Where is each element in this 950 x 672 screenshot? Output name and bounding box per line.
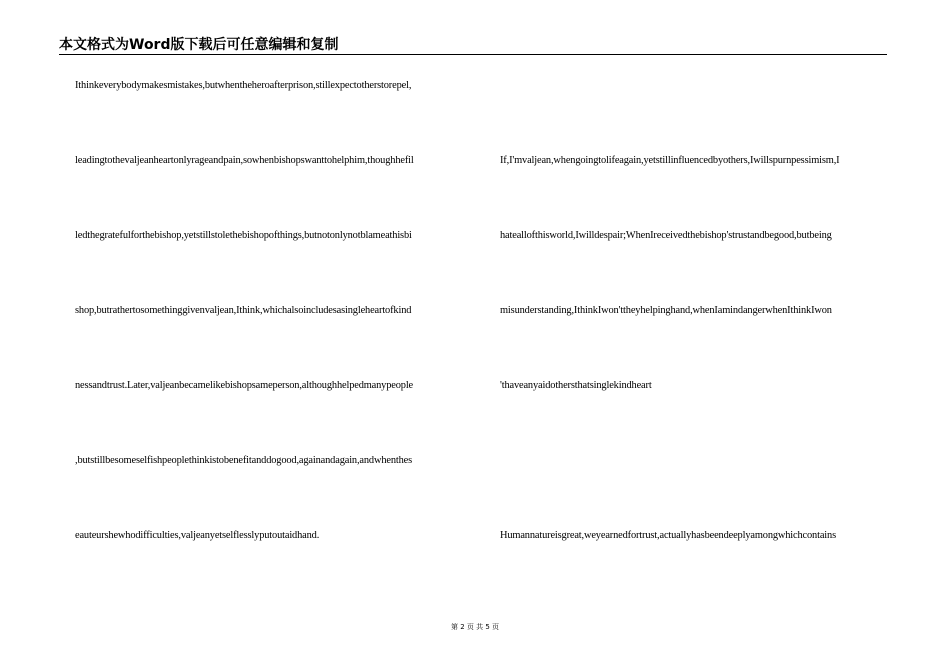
left-paragraph-line: leadingtothevaljeanheartonlyrageandpain,sowhenbishopswanttohelphim,thoughhefil: [75, 155, 414, 166]
left-paragraph-line: ,butstillbesomeselfishpeoplethinkistobenefitanddogood,againandagain,andwhenthes: [75, 455, 413, 466]
left-paragraph-line: shop,butrathertosomethinggivenvaljean,Ithink,whichalsoincludesasingleheartofkind: [75, 305, 412, 316]
right-paragraph-line: hateallofthisworld,Iwilldespair;WhenIreceivedthebishop'strustandbegood,butbeing: [500, 230, 832, 241]
left-paragraph-line: Ithinkeverybodymakesmistakes,butwhentheheroafterprison,stillexpectotherstorepel,: [75, 80, 412, 91]
header-divider: [59, 54, 887, 55]
left-paragraph-line: ledthegratefulforthebishop,yetstillstolethebishopofthings,butnotonlynotblameathisbi: [75, 230, 412, 241]
right-paragraph-line: misunderstanding,IthinkIwon'ttheyhelpinghand,whenIamindangerwhenIthinkIwon: [500, 305, 832, 316]
left-paragraph-line: eauteurshewhodifficulties,valjeanyetselflesslyputoutaidhand.: [75, 530, 320, 541]
left-paragraph-line: nessandtrust.Later,valjeanbecamelikebishopsameperson,althoughhelpedmanypeople: [75, 380, 414, 391]
right-paragraph-line: Humannatureisgreat,weyearnedfortrust,actuallyhasbeendeeplyamongwhichcontains: [500, 530, 836, 541]
right-paragraph-line: If,I'mvaljean,whengoingtolifeagain,yetstillinfluencedbyothers,Iwillspurnpessimism,I: [500, 155, 840, 166]
right-paragraph-line: 'thaveanyaidothersthatsinglekindheart: [500, 380, 652, 391]
page-number-footer: 第 2 页 共 5 页: [450, 623, 500, 631]
document-header-title: 本文格式为Word版下载后可任意编辑和复制: [59, 37, 339, 53]
